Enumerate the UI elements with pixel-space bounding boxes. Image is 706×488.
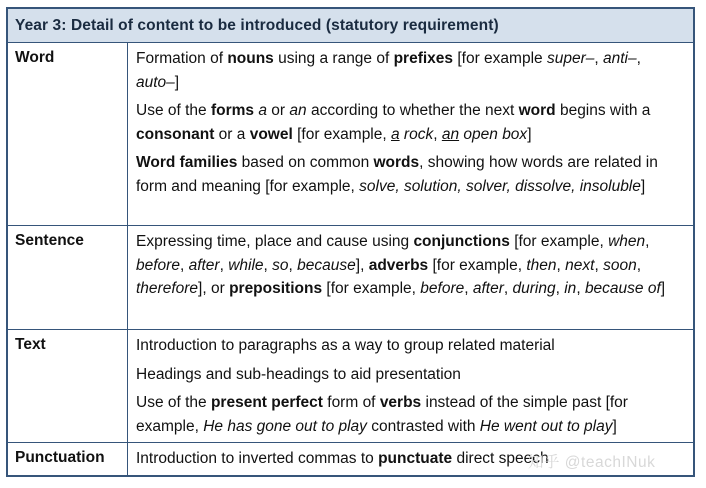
content-paragraph: Expressing time, place and cause using conjunctions [for example, when, before, after, while, so, because], adverbs [for example, then, next, soon, therefore], or prepositions [for example, before, after, during, in, because of] bbox=[136, 233, 666, 297]
content-paragraph: Word families based on common words, showing how words are related in form and meaning [for example, solve, solution, solver, dissolve, insoluble] bbox=[136, 154, 658, 195]
row-sentence bbox=[8, 226, 693, 330]
row-label-cell bbox=[8, 226, 128, 329]
table-title: Year 3: Detail of content to be introduced (statutory requirement) bbox=[15, 17, 499, 34]
row-content bbox=[136, 47, 685, 198]
row-label: Word bbox=[15, 49, 55, 66]
content-paragraph: Introduction to paragraphs as a way to group related material bbox=[136, 337, 555, 354]
row-label-cell bbox=[8, 443, 128, 475]
row-content bbox=[136, 230, 685, 301]
row-label-cell bbox=[8, 330, 128, 442]
content-table bbox=[6, 7, 695, 477]
row-content bbox=[136, 334, 685, 438]
row-word bbox=[8, 43, 693, 226]
content-paragraph: Formation of nouns using a range of prefixes [for example super–, anti–, auto–] bbox=[136, 50, 641, 91]
row-label: Punctuation bbox=[15, 449, 105, 466]
content-paragraph: Headings and sub-headings to aid presentation bbox=[136, 365, 461, 383]
row-label: Sentence bbox=[15, 232, 84, 249]
content-paragraph: Use of the forms a or an according to whether the next word begins with a consonant or a vowel [for example, a rock, an open box] bbox=[136, 102, 651, 143]
row-label-cell bbox=[8, 43, 128, 225]
row-label: Text bbox=[15, 336, 46, 353]
content-paragraph: Use of the present perfect form of verbs instead of the simple past [for example, He has gone out to play contrasted with He went out to play] bbox=[136, 394, 628, 435]
content-paragraph: Introduction to inverted commas to punctuate direct speech bbox=[136, 450, 549, 467]
row-text bbox=[8, 330, 693, 443]
table-header bbox=[8, 9, 693, 43]
watermark: 知乎 @teachINuk bbox=[528, 454, 656, 471]
